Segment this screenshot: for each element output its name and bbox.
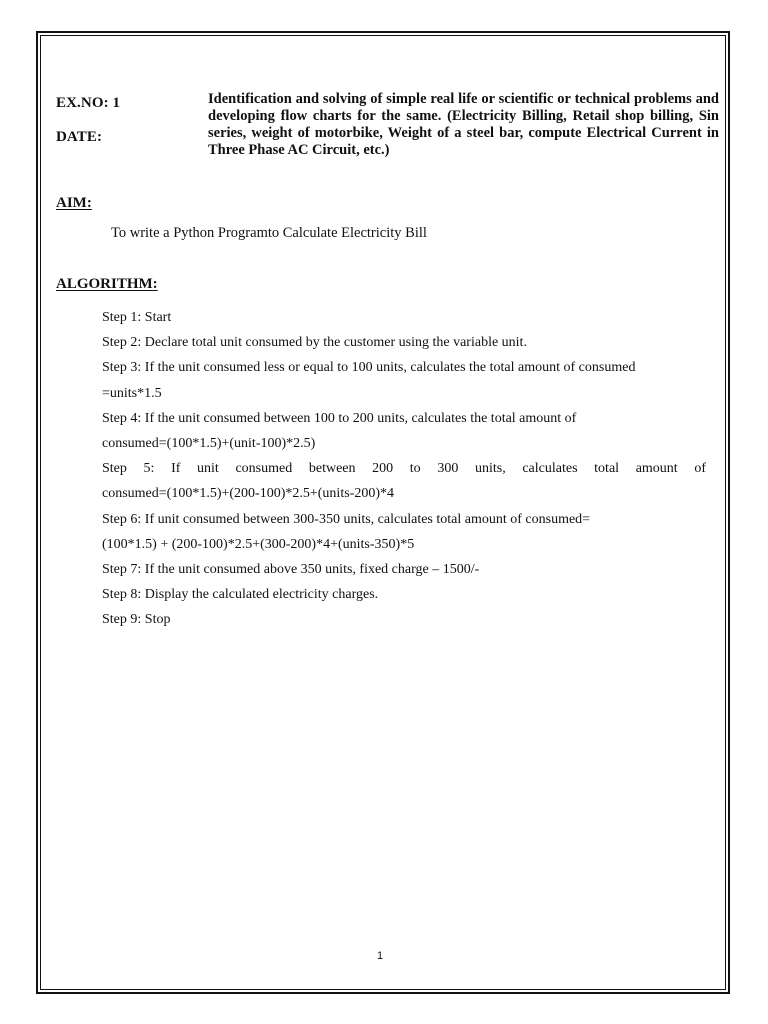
algorithm-line: Step 8: Display the calculated electricity charges. [102,587,379,603]
algorithm-line: consumed=(100*1.5)+(200-100)*2.5+(units-200)*4 [102,486,394,502]
algorithm-line: Step 9: Stop [102,612,171,628]
algorithm-line: Step 1: Start [102,310,172,325]
exercise-title: Identification and solving of simple real life or scientific or technical problems and developing flow charts for the same. (Electricity Billing, Retail shop billing, Sin series, weight of motorbike, Weight of a steel bar, compute Electrical Current in Three Phase AC Circuit, etc.) [208,91,719,158]
algorithm-line: (100*1.5) + (200-100)*2.5+(300-200)*4+(units-350)*5 [102,536,415,552]
algorithm-line: Step 6: If unit consumed between 300-350 units, calculates total amount of consumed= [102,511,591,527]
exercise-number: EX.NO: 1 [56,95,121,111]
algorithm-steps [102,308,706,635]
algorithm-line: =units*1.5 [102,385,162,401]
aim-heading: AIM: [56,195,92,211]
date-label: DATE: [56,129,103,145]
algorithm-line: Step 3: If the unit consumed less or equal to 100 units, calculates the total amount of consumed [102,360,636,376]
aim-text: To write a Python Programto Calculate Electricity Bill [111,225,427,241]
algorithm-line: Step 5: If unit consumed between 200 to 300 units, calculates total amount of [102,461,706,477]
page-number: 1 [376,950,384,962]
algorithm-line: consumed=(100*1.5)+(unit-100)*2.5) [102,435,316,451]
algorithm-line: Step 2: Declare total unit consumed by the customer using the variable unit. [102,335,527,351]
algorithm-line: Step 7: If the unit consumed above 350 units, fixed charge – 1500/- [102,561,480,577]
algorithm-line: Step 4: If the unit consumed between 100 to 200 units, calculates the total amount of [102,410,577,426]
algorithm-heading: ALGORITHM: [56,276,158,292]
